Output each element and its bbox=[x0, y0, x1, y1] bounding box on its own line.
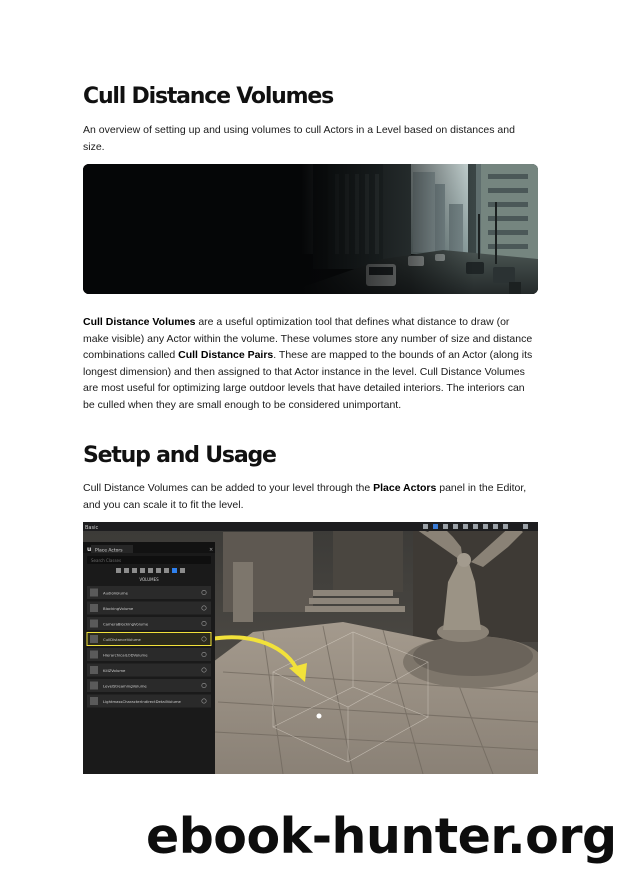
volume-list-item[interactable] bbox=[87, 617, 211, 630]
close-icon[interactable]: × bbox=[209, 547, 214, 553]
setup-paragraph bbox=[83, 480, 538, 513]
volume-list-item-label: LightmassCharacterIndirectDetailVolume bbox=[103, 699, 181, 704]
intro-paragraph: An overview of setting up and using volumes to cull Actors in a Level based on distances and size. bbox=[83, 124, 515, 153]
setup-text-a: Cull Distance Volumes can be added to your level through the bbox=[83, 482, 374, 494]
volume-icon bbox=[90, 651, 98, 659]
term-cull-distance-pairs: Cull Distance Pairs bbox=[178, 349, 274, 361]
category-icons[interactable] bbox=[116, 568, 185, 573]
setup-heading: Setup and Usage bbox=[83, 443, 276, 468]
volume-list-item[interactable] bbox=[87, 695, 211, 708]
editor-viewport bbox=[83, 522, 538, 774]
place-actors-tab[interactable] bbox=[95, 548, 123, 554]
volume-list-item-label: HierarchicalLODVolume bbox=[103, 652, 148, 658]
volume-icon bbox=[90, 620, 98, 628]
watermark-text: ebook-hunter.org bbox=[146, 808, 617, 865]
volume-list-item-label: AudioVolume bbox=[103, 590, 128, 596]
volume-list-item-label: BlockingVolume bbox=[103, 606, 134, 611]
volume-icon bbox=[90, 666, 98, 674]
search-input[interactable] bbox=[91, 558, 121, 563]
place-actors-tab-label: Place Actors bbox=[95, 548, 123, 554]
setup-text-b: panel in the Editor, and you can scale it to fit the level. bbox=[83, 482, 527, 511]
svg-text:u: u bbox=[87, 546, 92, 553]
category-label-text: VOLUMES bbox=[139, 577, 159, 582]
page-title: Cull Distance Volumes bbox=[83, 84, 333, 109]
volume-list-item[interactable] bbox=[87, 679, 211, 692]
volume-list-item[interactable] bbox=[87, 664, 211, 677]
volume-list-item[interactable] bbox=[87, 648, 211, 661]
volume-icon bbox=[90, 635, 98, 643]
volume-icon bbox=[90, 604, 98, 612]
volume-list-item-label: KillZVolume bbox=[103, 668, 126, 673]
term-place-actors: Place Actors bbox=[373, 482, 437, 494]
hero-image bbox=[83, 164, 538, 294]
city-street-image bbox=[83, 164, 538, 294]
volume-icon bbox=[90, 682, 98, 690]
search-placeholder: Search Classes bbox=[91, 558, 122, 563]
description-paragraph bbox=[83, 314, 538, 413]
description-text-a: are a useful optimization tool that defines what distance to draw (or make visible) any Actor within the volume. These volumes store any number of size and distance combinations called bbox=[83, 316, 533, 361]
description-text-b: . These are mapped to the bounds of an Actor (along its longest dimension) and then assigned to that Actor instance in the level. Cull Distance Volumes are most useful for optimizing large outdoor levels that have detailed interiors. The interiors can be culled when they are small enough to be considered unimportant. bbox=[83, 349, 533, 411]
volume-icon bbox=[90, 697, 98, 705]
term-cull-distance-volumes: Cull Distance Volumes bbox=[83, 316, 196, 328]
volume-list-item-label: CullDistanceVolume bbox=[103, 637, 141, 642]
volume-list-item-label: CameraBlockingVolume bbox=[103, 621, 149, 627]
volume-list-item[interactable] bbox=[87, 633, 211, 646]
volume-list-item-label: LevelStreamingVolume bbox=[103, 683, 147, 689]
volume-list-item[interactable] bbox=[87, 602, 211, 615]
volume-list-item[interactable] bbox=[87, 586, 211, 599]
category-label bbox=[139, 577, 159, 582]
volume-icon bbox=[90, 589, 98, 597]
editor-screenshot bbox=[83, 522, 538, 774]
svg-text:Basic: Basic bbox=[85, 525, 99, 531]
